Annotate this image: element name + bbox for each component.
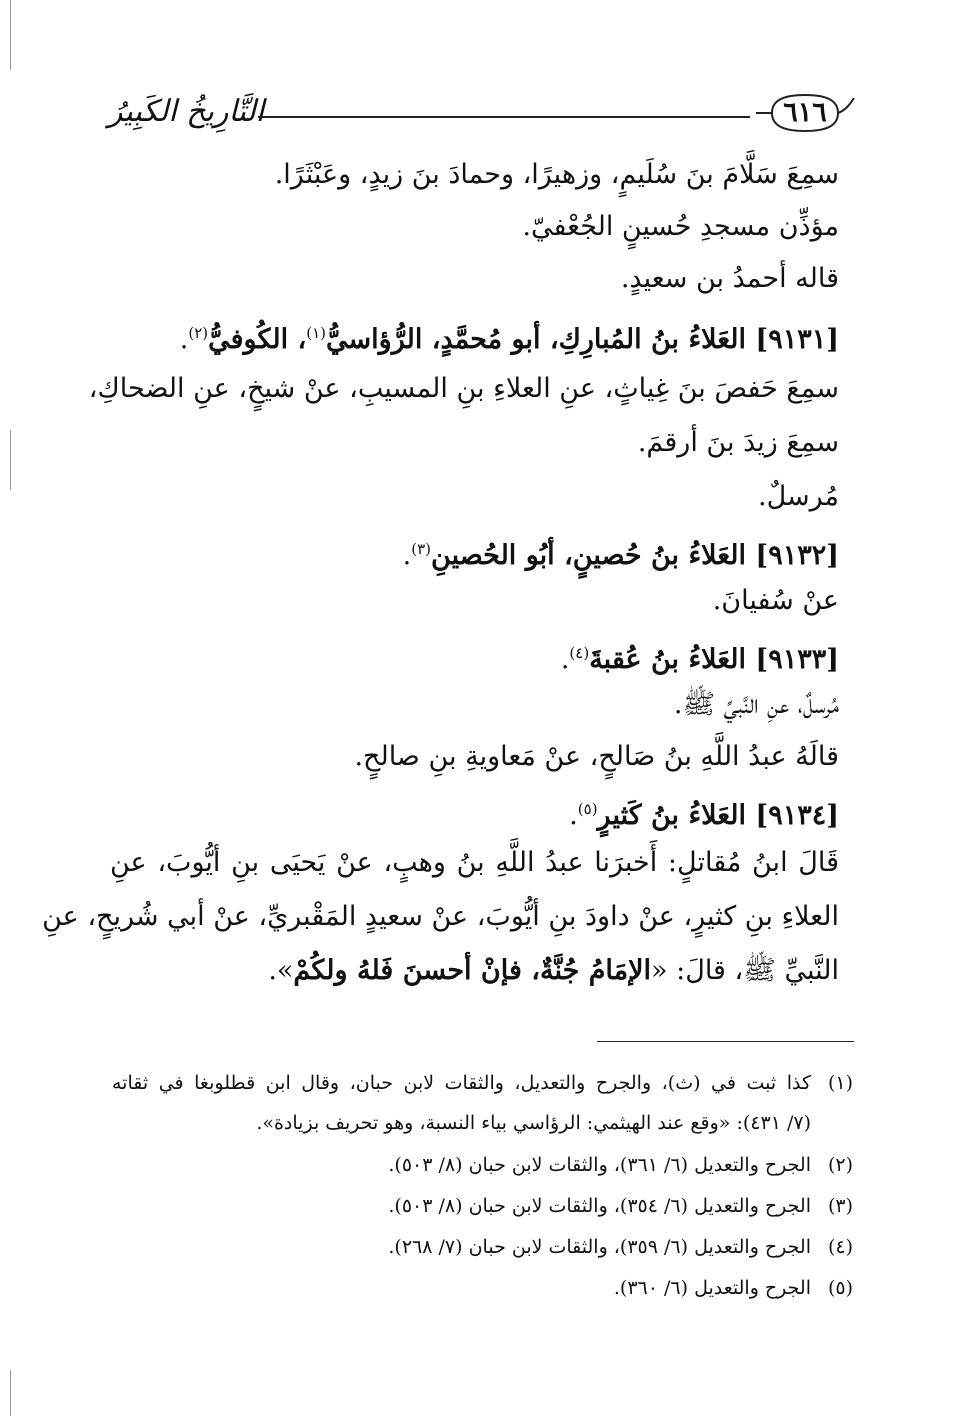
page-number: ٦١٦ xyxy=(783,97,827,128)
text-run: . xyxy=(569,800,578,831)
bold-text: الإمَامُ جُنَّةٌ، فإنْ أحسنَ فَلهُ ولكُمْ xyxy=(293,955,652,986)
bold-text: [٩١٣٣] العَلاءُ بنُ عُقبةَ xyxy=(589,644,839,675)
text-line xyxy=(275,155,839,195)
footnote-ref: (٣) xyxy=(411,540,432,558)
text-line xyxy=(354,737,839,777)
text-run: مُرسلٌ، عنِ النَّبيِّ ﷺ. xyxy=(673,689,839,720)
footnote-ref: (٤) xyxy=(569,644,590,662)
hadith-line xyxy=(268,951,839,991)
footnote-rule xyxy=(597,1041,854,1042)
text-line xyxy=(758,477,839,517)
text-line xyxy=(110,843,839,883)
bold-text: [٩١٣١] العَلاءُ بنُ المُبارِكِ، أبو مُحمَّدٍ، الرُّؤاسيُّ xyxy=(326,324,839,355)
text-run: . xyxy=(560,644,570,675)
footnote-4: (٤)الجرح والتعديل (٦/ ٣٥٩)، والثقات لابن حبان (٧/ ٢٦٨). xyxy=(388,1236,853,1258)
footnote-1-continuation: (٧/ ٤٣١): «وقع عند الهيثمي: الرؤاسي بياء النسبة، وهو تحريف بزيادة». xyxy=(256,1112,811,1134)
text-run: ». xyxy=(268,955,294,986)
running-title: التَّارِيخُ الكَبِيرُ xyxy=(108,94,265,129)
text-line xyxy=(621,259,839,299)
text-run: . xyxy=(402,540,412,571)
entry-heading-9133 xyxy=(561,633,839,680)
text-line xyxy=(88,369,839,409)
header-rule xyxy=(258,116,750,118)
text-run: سمِعَ سَلَّامَ بنَ سُلَيمٍ، وزهيرًا، وحمادَ بنَ زيدٍ، وعَبْثَرًا. xyxy=(274,159,839,190)
text-run: سمِعَ حَفصَ بنَ غِياثٍ، عنِ العلاءِ بنِ المسيبِ، عنْ شيخٍ، عنِ الضحاكِ، xyxy=(88,373,839,404)
page-header xyxy=(108,92,860,136)
text-run: النَّبيِّ ﷺ، قالَ: « xyxy=(651,955,839,986)
footnote-5: (٥)الجرح والتعديل (٦/ ٣٦٠). xyxy=(613,1277,853,1299)
text-run: قاله أحمدُ بن سعيدٍ. xyxy=(620,263,839,294)
bold-text: [٩١٣٤] العَلاءُ بنُ كَثيرٍ xyxy=(597,800,839,831)
text-run: مؤذِّن مسجدِ حُسينٍ الجُعْفيّ. xyxy=(522,211,839,242)
entry-heading-9131 xyxy=(180,313,839,360)
text-run: . xyxy=(179,324,189,355)
entry-heading-9134 xyxy=(569,789,839,836)
scan-edge-mark xyxy=(10,0,11,70)
entry-heading-9132 xyxy=(403,529,839,576)
text-line xyxy=(638,423,839,463)
text-line xyxy=(713,581,839,621)
scan-edge-mark xyxy=(10,430,11,490)
text-run: مُرسلٌ. xyxy=(757,481,839,512)
footnote-3: (٣)الجرح والتعديل (٦/ ٣٥٤)، والثقات لابن حبان (٨/ ٥٠٣). xyxy=(388,1195,853,1217)
text-run: عنْ سُفيانَ. xyxy=(712,585,839,616)
footnote-ref: (٥) xyxy=(577,800,598,818)
text-line xyxy=(42,897,839,937)
text-run: سمِعَ زيدَ بنَ أرقمَ. xyxy=(637,427,839,458)
text-run: العلاءِ بنِ كثيرٍ، عنْ داودَ بنِ أيُّوبَ، عنْ سعيدٍ المَقْبريِّ، عنْ أبي شُريحٍ، عنِ xyxy=(42,901,839,932)
text-line xyxy=(522,207,839,247)
footnote-2: (٢)الجرح والتعديل (٦/ ٣٦١)، والثقات لابن حبان (٨/ ٥٠٣). xyxy=(388,1154,853,1176)
text-run: قَالَ ابنُ مُقاتلٍ: أَخبرَنا عبدُ اللَّهِ بنُ وهبٍ، عنْ يَحيَى بنِ أيُّوبَ، عنِ xyxy=(110,847,839,878)
text-line xyxy=(674,685,839,725)
page-number-badge xyxy=(754,92,856,134)
scan-edge-mark xyxy=(10,1370,11,1416)
bold-text: ، الكُوفيُّ xyxy=(208,324,307,355)
footnote-ref: (١) xyxy=(306,324,327,342)
text-run: قالَهُ عبدُ اللَّهِ بنُ صَالحٍ، عنْ مَعاويةِ بنِ صالحٍ. xyxy=(354,741,839,772)
bold-text: [٩١٣٢] العَلاءُ بنُ حُصينٍ، أبُو الحُصينِ xyxy=(431,540,839,571)
footnote-1: (١)كذا ثبت في (ث)، والجرح والتعديل، والثقات لابن حبان، وقال ابن قطلوبغا في ثقاته xyxy=(112,1072,853,1094)
footnote-ref: (٢) xyxy=(188,324,209,342)
